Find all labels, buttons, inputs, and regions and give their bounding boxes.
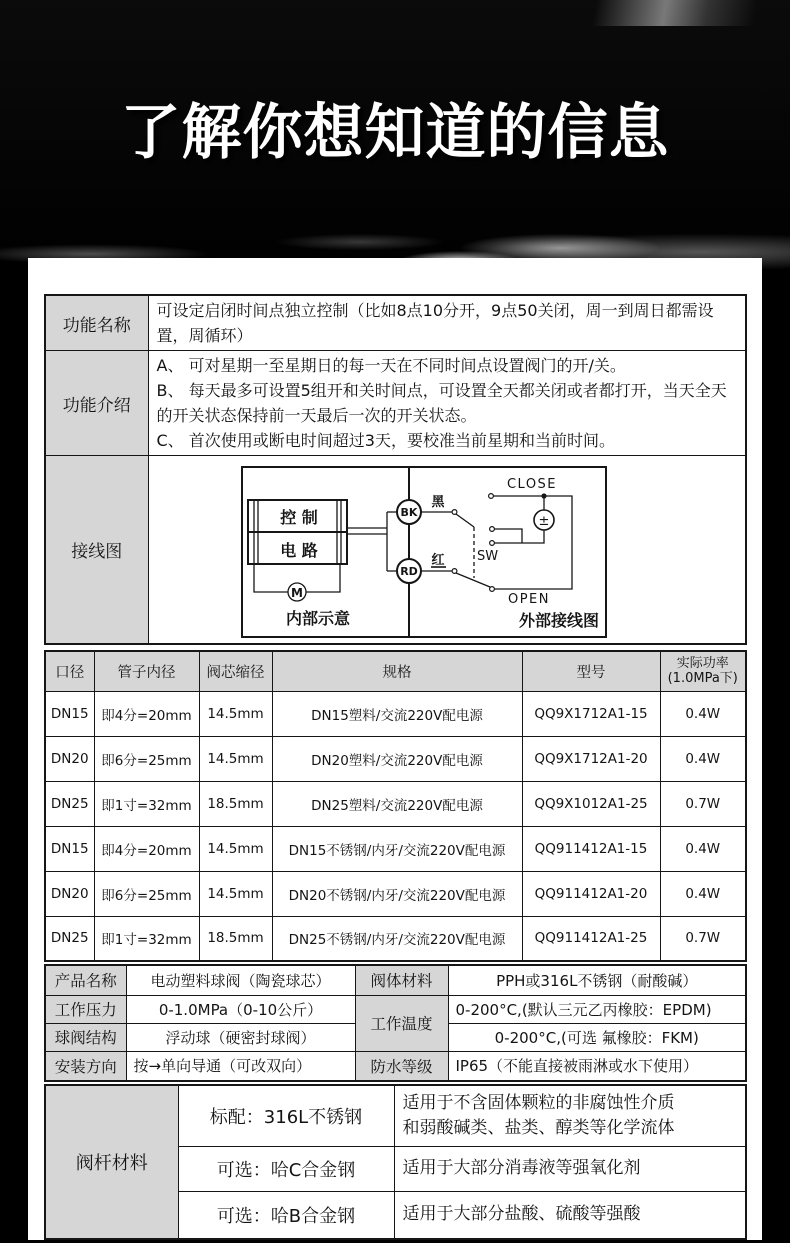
function-name-text: 可设定启闭时间点独立控制（比如8点10分开，9点50关闭，周一到周日都需设置，周循环） [156,301,714,345]
body-material-label: 阀体材料 [355,965,448,995]
structure-value: 浮动球（硬密封球阀） [126,1023,355,1051]
function-info-table [44,294,747,645]
temperature-label: 工作温度 [355,995,448,1051]
header-power: 实际功率 (1.0MPa下) [660,651,746,691]
cell-pipe-id: 即6分=25mm [94,736,199,781]
cell-spec: DN20塑料/交流220V配电源 [272,736,522,781]
cell-spec: DN15不锈钢/内牙/交流220V配电源 [272,826,522,871]
function-intro-line-a: A、 可对星期一至星期日的每一天在不同时间点设置阀门的开/关。 [156,356,626,375]
header-pipe-id: 管子内径 [94,651,199,691]
motor-label: M [290,586,303,600]
spec-row [45,691,746,736]
spec-row [45,736,746,781]
function-name-value [148,295,746,351]
wiring-diagram-cell [148,456,746,644]
external-caption: 外部接线图 [518,611,599,630]
cell-bore: DN20 [45,871,94,916]
bk-label: BK [400,506,417,519]
install-direction-label: 安装方向 [45,1051,126,1081]
spec-row [45,871,746,916]
cell-pipe-id: 即6分=25mm [94,871,199,916]
circuit-label: 电 路 [279,541,318,560]
structure-label: 球阀结构 [45,1023,126,1051]
cell-core: 14.5mm [199,871,272,916]
page-title: 了解你想知道的信息 [120,98,670,168]
cell-spec: DN15塑料/交流220V配电源 [272,691,522,736]
cell-model: QQ911412A1-25 [522,916,660,961]
cell-pipe-id: 即4分=20mm [94,691,199,736]
header-model: 型号 [522,651,660,691]
stem-standard-use: 适用于不含固体颗粒的非腐蚀性介质 和弱酸碱类、盐类、醇类等化学流体 [394,1085,746,1146]
stem-option-c-use: 适用于大部分消毒液等强氧化剂 [394,1146,746,1191]
cell-spec: DN20不锈钢/内牙/交流220V配电源 [272,871,522,916]
cell-spec: DN25不锈钢/内牙/交流220V配电源 [272,916,522,961]
row-label-wiring-diagram: 接线图 [45,456,148,644]
cell-model: QQ911412A1-15 [522,826,660,871]
plus-minus-label: ± [538,514,549,529]
cell-model: QQ911412A1-20 [522,871,660,916]
product-info-table [44,964,747,1082]
internal-caption: 内部示意 [285,609,350,628]
waterproof-label: 防水等级 [355,1051,448,1081]
stem-option-c-material: 可选：哈C合金钢 [178,1146,394,1191]
cell-spec: DN25塑料/交流220V配电源 [272,781,522,826]
function-intro-line-b: B、 每天最多可设置5组开和关时间点，可设置全天都关闭或者都打开，当天全天的开关状态保持前一天最后一次的开关状态。 [156,381,727,425]
header-core: 阀芯缩径 [199,651,272,691]
cell-pipe-id: 即4分=20mm [94,826,199,871]
cell-core: 14.5mm [199,691,272,736]
stem-material-label: 阀杆材料 [45,1085,178,1239]
spec-row [45,916,746,961]
cell-core: 14.5mm [199,736,272,781]
close-label: CLOSE [506,477,557,492]
spec-row [45,826,746,871]
header-spec: 规格 [272,651,522,691]
function-intro-line-c: C、 首次使用或断电时间超过3天，要校准当前星期和当前时间。 [156,431,615,450]
temperature-optional-value: 0-200°C,(可选 氟橡胶：FKM) [448,1023,746,1051]
temperature-default-value: 0-200°C,(默认三元乙丙橡胶：EPDM) [448,995,746,1023]
cell-core: 14.5mm [199,826,272,871]
cell-core: 18.5mm [199,916,272,961]
row-label-function-intro: 功能介绍 [45,351,148,456]
cell-model: QQ9X1012A1-25 [522,781,660,826]
stem-option-b-material: 可选：哈B合金钢 [178,1191,394,1239]
black-wire-label: 黑 [430,495,445,510]
sw-label: SW [476,549,498,564]
function-intro-value [148,351,746,456]
stem-option-b-use: 适用于大部分盐酸、硫酸等强酸 [394,1191,746,1239]
cell-power: 0.4W [660,691,746,736]
cell-core: 18.5mm [199,781,272,826]
header-bore: 口径 [45,651,94,691]
install-direction-value: 按→单向导通（可改双向） [126,1051,355,1081]
spec-table [44,650,747,962]
spec-row [45,781,746,826]
cell-power: 0.7W [660,781,746,826]
wiring-diagram [241,466,607,638]
cell-bore: DN20 [45,736,94,781]
cell-power: 0.4W [660,736,746,781]
valve-stem-table [44,1084,747,1240]
spec-header-row [45,651,746,691]
cell-bore: DN25 [45,916,94,961]
cell-bore: DN25 [45,781,94,826]
pressure-value: 0-1.0MPa（0-10公斤） [126,995,355,1023]
cell-power: 0.4W [660,871,746,916]
cell-bore: DN15 [45,691,94,736]
body-material-value: PPH或316L不锈钢（耐酸碱） [448,965,746,995]
product-name-label: 产品名称 [45,965,126,995]
content-panel [28,258,762,1240]
cell-power: 0.7W [660,916,746,961]
red-wire-label: 红 [430,553,445,568]
rd-label: RD [399,565,418,578]
cell-bore: DN15 [45,826,94,871]
open-label: OPEN [507,592,550,607]
cell-power: 0.4W [660,826,746,871]
stem-standard-material: 标配：316L不锈钢 [178,1085,394,1146]
cell-model: QQ9X1712A1-15 [522,691,660,736]
row-label-function-name: 功能名称 [45,295,148,351]
control-label: 控 制 [279,508,318,527]
pressure-label: 工作压力 [45,995,126,1023]
cell-pipe-id: 即1寸=32mm [94,916,199,961]
waterproof-value: IP65（不能直接被雨淋或水下使用） [448,1051,746,1081]
cell-pipe-id: 即1寸=32mm [94,781,199,826]
cell-model: QQ9X1712A1-20 [522,736,660,781]
water-highlight-streak [490,0,790,26]
product-name-value: 电动塑料球阀（陶瓷球芯） [126,965,355,995]
